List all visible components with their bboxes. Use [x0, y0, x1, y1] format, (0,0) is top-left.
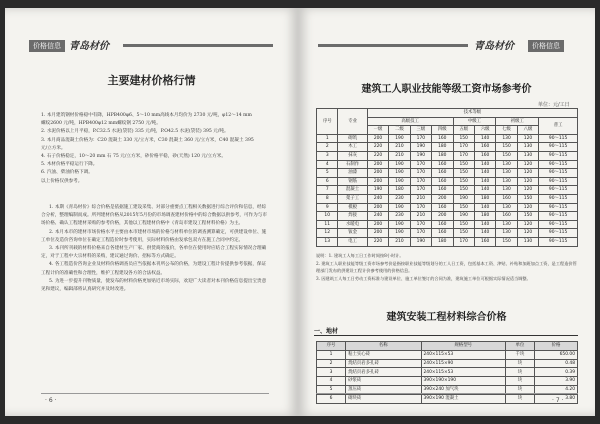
- table-cell: 390×190 混凝土: [421, 394, 505, 403]
- table-cell: 块: [505, 394, 534, 403]
- table-cell: 3: [317, 151, 338, 160]
- table-cell: 210: [410, 194, 431, 203]
- table-cell: 190: [389, 134, 410, 143]
- table-cell: 140: [474, 160, 495, 169]
- table-cell: 190: [453, 194, 474, 203]
- table-cell: 块: [505, 368, 534, 377]
- table-cell: 千块: [505, 350, 534, 359]
- materials-table: [316, 341, 578, 404]
- table-cell: 190: [389, 177, 410, 186]
- table-cell: 200: [432, 212, 453, 221]
- note-paragraph: 1. 本期《青岛材价》综合价格是依据施工建设采集、对部分重要点工程相关数据进行综合评价和信息，经综合分析，整理编制而成。所列建材价格从2015年5月份的市场调查建材价格中的综合数据以供参考，可作为与市场价格、确认工程建材采购的参考价格，其他以工程建材价格中《青岛市建设工程材料价格》为主。: [41, 205, 267, 227]
- table-cell: 230: [389, 212, 410, 221]
- table-cell: 160: [432, 177, 453, 186]
- table-cell: 90～115: [539, 143, 578, 152]
- table-cell: 170: [410, 229, 431, 238]
- table-cell: 块: [505, 377, 534, 386]
- table-cell: 混凝土: [338, 186, 367, 195]
- unit-label: 单位：元/工日: [538, 102, 570, 108]
- table-cell: 240: [367, 212, 388, 221]
- table-cell: 焊接: [338, 212, 367, 221]
- table-cell: 130: [517, 143, 538, 152]
- table-cell: 390×190×190: [421, 377, 505, 386]
- table-cell: 0.39: [535, 368, 578, 377]
- table-cell: 2: [317, 359, 346, 368]
- table-cell: 130: [496, 177, 517, 186]
- table-cell: 油漆: [338, 169, 367, 178]
- table-row: [317, 151, 578, 160]
- table-cell: 150: [517, 194, 538, 203]
- wage-table: [316, 108, 578, 247]
- table-cell: 240×115×90: [421, 359, 505, 368]
- table-cell: 烧结页岩多孔砖: [346, 359, 421, 368]
- table-cell: 200: [367, 169, 388, 178]
- table-cell: 130: [496, 186, 517, 195]
- note-paragraph: 5. 为进一步提升刊物质量，使发布的材料价格更加贴近市场实际，欢迎广大读者对本刊价格信息提出宝贵意见和建议，编辑部将认真研究并及时改进。: [41, 278, 267, 293]
- table-cell: 180: [432, 237, 453, 246]
- table-cell: 150: [453, 160, 474, 169]
- table-cell: 120: [517, 169, 538, 178]
- table-cell: 170: [410, 177, 431, 186]
- table-cell: 4.20: [535, 385, 578, 394]
- table-cell: 190: [389, 203, 410, 212]
- table-cell: 1: [317, 134, 338, 143]
- table-cell: 钢筋: [338, 177, 367, 186]
- price-item: 6. 汽油、柴油价格下调。: [41, 170, 93, 176]
- table-cell: 砂浆砖: [346, 377, 421, 386]
- table-cell: 90～115: [539, 229, 578, 238]
- table-cell: 390×240 加气块: [421, 385, 505, 394]
- price-summary: [41, 112, 269, 186]
- table-cell: 木工: [338, 143, 367, 152]
- table-cell: 7: [317, 186, 338, 195]
- col-header: 价格: [535, 342, 578, 351]
- table-cell: 1: [317, 350, 346, 359]
- table-cell: 170: [410, 220, 431, 229]
- table-cell: 120: [517, 186, 538, 195]
- col-header: 中级工: [453, 117, 496, 126]
- table-cell: 160: [432, 186, 453, 195]
- table-cell: 90～115: [539, 212, 578, 221]
- table-cell: 210: [389, 151, 410, 160]
- table-cell: 160: [496, 212, 517, 221]
- table-cell: 90～115: [539, 177, 578, 186]
- table-cell: 160: [432, 169, 453, 178]
- table-cell: 4: [317, 160, 338, 169]
- table-row: [317, 229, 578, 238]
- table-cell: 90～115: [539, 220, 578, 229]
- price-item: 4. 石子价格稳定，10～20 mm 石 75 元/立方米，砂价格平稳，砂(天然) 120 元/立方米。: [41, 154, 226, 160]
- table-cell: 3.90: [535, 377, 578, 386]
- table-row: [317, 237, 578, 246]
- right-page: [298, 8, 595, 416]
- table-cell: 160: [432, 220, 453, 229]
- table-cell: 砌块砖: [346, 394, 421, 403]
- note-paragraph: 4. 各工程造价咨询企业及材料价格调查员应当依据本刊所公布的价格，为建设工程计价提供参考依据，保证工程计价的准确性和合理性，维护工程建设各方的合法权益。: [41, 262, 267, 276]
- table-cell: 170: [453, 151, 474, 160]
- price-item: 以上价格仅供参考。: [41, 178, 83, 184]
- table-cell: 石制作: [338, 160, 367, 169]
- table-cell: 160: [432, 203, 453, 212]
- table-cell: 13: [317, 237, 338, 246]
- table-cell: 130: [496, 160, 517, 169]
- table-cell: 170: [453, 237, 474, 246]
- table-row: [317, 377, 578, 386]
- table-cell: 粘土实心砖: [346, 350, 421, 359]
- table-cell: 140: [474, 203, 495, 212]
- table-row: [317, 359, 578, 368]
- table-cell: 钣金: [338, 229, 367, 238]
- table-cell: 180: [474, 194, 495, 203]
- table-cell: 190: [389, 229, 410, 238]
- table-cell: 砌筑: [338, 134, 367, 143]
- table-cell: 140: [474, 169, 495, 178]
- col-header: 普工: [539, 117, 578, 134]
- table-cell: 蒸压砖: [346, 385, 421, 394]
- price-item: 螺纹2600 元/吨，HPB400φ12 mm螺纹钢 2750 元/吨。: [41, 121, 161, 127]
- table-row: [317, 394, 578, 403]
- table-row: [317, 220, 578, 229]
- table-cell: 90～115: [539, 186, 578, 195]
- table-cell: 150: [453, 134, 474, 143]
- table-cell: 150: [496, 143, 517, 152]
- table-cell: 150: [517, 212, 538, 221]
- table-cell: 11: [317, 220, 338, 229]
- table-cell: 水暖电: [338, 220, 367, 229]
- table-cell: 130: [496, 134, 517, 143]
- table-cell: 160: [474, 151, 495, 160]
- table-cell: 160: [432, 160, 453, 169]
- table-cell: 90～115: [539, 237, 578, 246]
- table-cell: 220: [367, 143, 388, 152]
- col-header: 专业: [338, 109, 367, 135]
- table-cell: 12: [317, 229, 338, 238]
- table-cell: 140: [474, 220, 495, 229]
- table-cell: 650.00: [535, 350, 578, 359]
- col-header: 序号: [317, 342, 346, 351]
- table-cell: 200: [367, 220, 388, 229]
- note-paragraph: 2. 本月本市的建材市场价格水平主要由本市建材市场的价格与材料单位的调查测算确定，可供建设单位、施工单位及造价咨询单位在确定工程造价时参考使用，实际材料价格由发承包双方在施工合同中约定。: [41, 229, 267, 243]
- table-cell: 架子工: [338, 194, 367, 203]
- page-title: 主要建材价格行情: [107, 74, 196, 87]
- table-row: [317, 143, 578, 152]
- header-rule: [318, 44, 468, 47]
- table-cell: 120: [517, 220, 538, 229]
- col-header: 序号: [317, 109, 338, 135]
- footer-rule: [41, 393, 269, 394]
- table-cell: 150: [496, 237, 517, 246]
- table-cell: 块: [505, 385, 534, 394]
- col-subheader: 八级: [517, 126, 538, 135]
- table-row: [317, 134, 578, 143]
- col-header: 规格型号: [421, 342, 505, 351]
- table-cell: 200: [367, 203, 388, 212]
- table-cell: 180: [474, 212, 495, 221]
- table-cell: 130: [496, 169, 517, 178]
- table-cell: 2: [317, 143, 338, 152]
- note-line: 3. 因建筑工人每工日劳动工资标准与建设单位、施工单位签订的合同为准，建筑施工单位可根据实际情况适当调整。: [316, 275, 531, 281]
- table-cell: 150: [453, 186, 474, 195]
- left-page: [5, 8, 298, 416]
- table-cell: 140: [474, 134, 495, 143]
- table-cell: 120: [517, 134, 538, 143]
- table-cell: 160: [432, 134, 453, 143]
- table-cell: 电工: [338, 237, 367, 246]
- table-row: [317, 203, 578, 212]
- table-cell: 200: [367, 229, 388, 238]
- table-cell: 210: [410, 212, 431, 221]
- wage-table-title: 建筑工人职业技能等级工资市场参考价: [361, 84, 532, 95]
- subsection-rule: [314, 335, 578, 336]
- table-cell: 190: [389, 169, 410, 178]
- table-cell: 8: [317, 194, 338, 203]
- table-cell: 90～115: [539, 203, 578, 212]
- col-header: 名称: [346, 342, 421, 351]
- table-cell: 230: [389, 194, 410, 203]
- table-cell: 200: [367, 177, 388, 186]
- table-cell: 240×115×53: [421, 368, 505, 377]
- table-cell: 模板: [338, 203, 367, 212]
- table-cell: 170: [410, 160, 431, 169]
- table-cell: 170: [410, 169, 431, 178]
- price-item: 3. 本月商品混凝土价格为：C20 混凝土 330 元/立方米，C30 混凝土 360 元/立方米，C40 混凝土 395: [41, 137, 254, 143]
- table-cell: 120: [517, 229, 538, 238]
- table-cell: 4: [317, 377, 346, 386]
- table-row: [317, 177, 578, 186]
- table-cell: 200: [432, 194, 453, 203]
- table-cell: 190: [367, 186, 388, 195]
- table-cell: 6: [317, 177, 338, 186]
- price-item: 1. 本月建筑钢材价格稳中有降，HPB400φ6、5～10 mm高线本月均价为 2730 元/吨，φ12～14 mm: [41, 113, 252, 118]
- table-cell: 6: [317, 394, 346, 403]
- table-cell: 240: [367, 194, 388, 203]
- table-cell: 120: [517, 203, 538, 212]
- table-row: [317, 350, 578, 359]
- table-cell: 140: [474, 177, 495, 186]
- table-cell: 90～115: [539, 194, 578, 203]
- table-cell: 150: [453, 203, 474, 212]
- header-rule: [123, 44, 273, 47]
- table-row: [317, 368, 578, 377]
- col-subheader: 一级: [367, 126, 388, 135]
- table-cell: 90～115: [539, 160, 578, 169]
- table-cell: 150: [453, 169, 474, 178]
- table-cell: 90～115: [539, 134, 578, 143]
- table-cell: 90～115: [539, 151, 578, 160]
- table-cell: 220: [367, 237, 388, 246]
- col-header: 初级工: [496, 117, 539, 126]
- brand-logo: 青岛材价: [69, 41, 109, 52]
- table-cell: 150: [453, 177, 474, 186]
- col-subheader: 五级: [453, 126, 474, 135]
- table-cell: 150: [496, 151, 517, 160]
- table-cell: 220: [367, 151, 388, 160]
- note-paragraph: 3. 本刊所刊载的材料价格来自各建材生产厂家、供货商的报价，各单位在使用时应结合工程实际情况合理确定，对于工程中大宗材料的采购，建议通过询价、招标等方式确定。: [41, 246, 267, 260]
- table-cell: 块: [505, 359, 534, 368]
- table-cell: 160: [432, 229, 453, 238]
- table-cell: 5: [317, 169, 338, 178]
- table-cell: 3.80: [535, 394, 578, 403]
- table-cell: 190: [410, 237, 431, 246]
- subsection-title: 一、地材: [314, 328, 339, 335]
- table-cell: 210: [389, 237, 410, 246]
- price-item: 元/立方米。: [41, 145, 66, 151]
- section-tag: 价格信息: [528, 40, 564, 52]
- table-row: [317, 194, 578, 203]
- col-header: 技术等级: [367, 109, 577, 118]
- col-header: 单位: [505, 342, 534, 351]
- table-cell: 170: [410, 203, 431, 212]
- table-cell: 9: [317, 203, 338, 212]
- table-cell: 3: [317, 368, 346, 377]
- table-cell: 170: [453, 143, 474, 152]
- wage-notes: [316, 252, 578, 282]
- table-cell: 170: [410, 186, 431, 195]
- brand-logo: 青岛材价: [474, 41, 514, 52]
- table-cell: 160: [474, 237, 495, 246]
- table-cell: 180: [432, 143, 453, 152]
- table-cell: 180: [389, 186, 410, 195]
- table-cell: 烧结页岩多孔砖: [346, 368, 421, 377]
- table-cell: 210: [389, 143, 410, 152]
- table-cell: 150: [453, 229, 474, 238]
- col-subheader: 七级: [496, 126, 517, 135]
- section-title: 建筑安装工程材料综合价格: [386, 312, 507, 323]
- table-cell: 240×115×53: [421, 350, 505, 359]
- table-cell: 130: [517, 151, 538, 160]
- table-cell: 0.48: [535, 359, 578, 368]
- note-line: 说明：1. 建筑工人每工日工作时间按8小时计。: [316, 253, 404, 258]
- table-cell: 120: [517, 177, 538, 186]
- note-line: 2. 建筑工人职业技能等级工资市场参考价是指按职业技能等级划分的工人日工资，包括基本工资、津贴、补贴和加班加点工资，是工程造价管理部门发布的供建设工程计价参考使用的价格信息。: [316, 260, 577, 274]
- col-subheader: 六级: [474, 126, 495, 135]
- table-cell: 130: [496, 229, 517, 238]
- table-cell: 150: [453, 220, 474, 229]
- col-header: 高级技工: [367, 117, 453, 126]
- table-cell: 90～115: [539, 169, 578, 178]
- table-cell: 130: [496, 220, 517, 229]
- table-row: [317, 160, 578, 169]
- table-cell: 130: [496, 203, 517, 212]
- table-cell: 10: [317, 212, 338, 221]
- table-cell: 190: [410, 151, 431, 160]
- price-item: 2. 水泥价格以上月平稳，P.C32.5 水泥(袋装) 335 元/吨，P.O42.5 水泥(袋装) 395 元/吨。: [41, 129, 229, 135]
- table-cell: 180: [432, 151, 453, 160]
- page-number: · 6 ·: [45, 397, 57, 404]
- table-row: [317, 169, 578, 178]
- col-subheader: 二级: [389, 126, 410, 135]
- table-cell: 170: [410, 134, 431, 143]
- table-cell: 190: [389, 220, 410, 229]
- page-number: · 7 ·: [552, 397, 564, 404]
- table-row: [317, 212, 578, 221]
- table-cell: 200: [367, 160, 388, 169]
- table-cell: 130: [517, 237, 538, 246]
- table-cell: 190: [410, 143, 431, 152]
- table-cell: 200: [367, 134, 388, 143]
- price-item: 5. 木材价格平稳运行下降。: [41, 162, 98, 168]
- table-cell: 190: [389, 160, 410, 169]
- table-cell: 190: [453, 212, 474, 221]
- col-subheader: 三级: [410, 126, 431, 135]
- footer-rule: [316, 393, 578, 394]
- table-cell: 抹灰: [338, 151, 367, 160]
- col-subheader: 四级: [432, 126, 453, 135]
- table-cell: 160: [496, 194, 517, 203]
- editor-notes: [41, 204, 269, 294]
- section-tag: 价格信息: [29, 40, 65, 52]
- table-cell: 140: [474, 229, 495, 238]
- table-cell: 120: [517, 160, 538, 169]
- table-cell: 160: [474, 143, 495, 152]
- table-cell: 5: [317, 385, 346, 394]
- table-row: [317, 186, 578, 195]
- table-cell: 140: [474, 186, 495, 195]
